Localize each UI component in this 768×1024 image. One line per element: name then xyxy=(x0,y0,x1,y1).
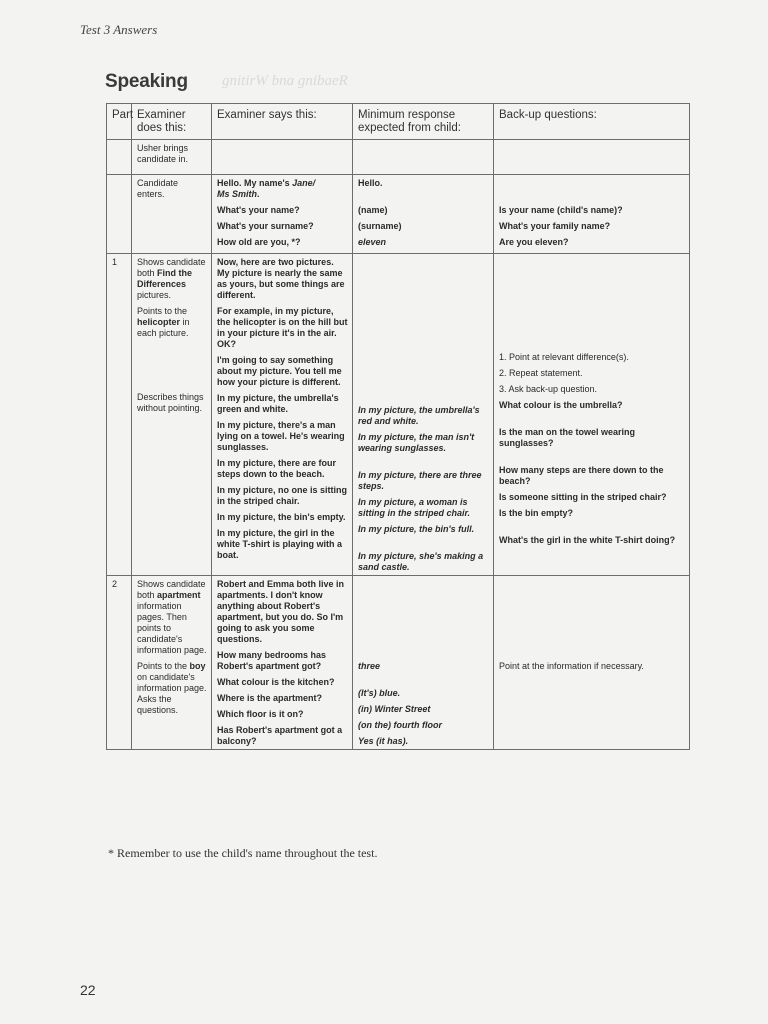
min-line: eleven xyxy=(358,237,387,247)
min-line: Hello. xyxy=(358,178,383,188)
says-line: Robert and Emma both live in apartments. I don't know anything about Robert's apartment, but you do. So I'm going to ask you some questions. xyxy=(217,579,345,644)
backup-step: 2. Repeat statement. xyxy=(499,368,583,378)
footnote: * Remember to use the child's name throughout the test. xyxy=(108,846,378,860)
says-line: What's your surname? xyxy=(217,221,314,231)
min-line: (surname) xyxy=(358,221,402,231)
header-backup-questions: Back-up questions: xyxy=(494,104,690,140)
examiner-says-cell xyxy=(212,175,353,254)
min-line: (in) Winter Street xyxy=(358,704,431,714)
says-line: Ms Smith. xyxy=(217,189,260,199)
says-line: Now, here are two pictures. My picture is nearly the same as yours, but some things are different. xyxy=(217,257,345,300)
part-number: 1 xyxy=(107,254,132,576)
minimum-response-cell xyxy=(353,175,494,254)
says-line: What's your name? xyxy=(217,205,300,215)
table-row xyxy=(107,254,690,576)
examiner-says-cell xyxy=(212,576,353,750)
part-cell xyxy=(107,175,132,254)
min-line: In my picture, she's making a sand castle. xyxy=(358,551,484,572)
says-line: In my picture, no one is sitting in the striped chair. xyxy=(217,485,348,506)
does-text: Shows candidate both Find the Differences pictures. xyxy=(137,257,206,300)
examiner-does-cell: Usher brings candidate in. xyxy=(132,140,212,175)
section-title: Speaking xyxy=(105,71,188,92)
says-line: For example, in my picture, the helicopter is on the hill but in your picture it's in the air. OK? xyxy=(217,306,348,349)
says-line: How old are you, *? xyxy=(217,237,301,247)
says-line: Has Robert's apartment got a balcony? xyxy=(217,725,343,746)
min-line: In my picture, there are three steps. xyxy=(358,470,482,491)
running-head: Test 3 Answers xyxy=(80,22,158,37)
says-line: Which floor is it on? xyxy=(217,709,304,719)
minimum-response-cell xyxy=(353,576,494,750)
header-minimum-response: Minimum response expected from child: xyxy=(353,104,494,140)
backup-step: 3. Ask back-up question. xyxy=(499,384,598,394)
minimum-response-cell xyxy=(353,254,494,576)
backup-line: Is the bin empty? xyxy=(499,508,574,518)
backup-line: Is your name (child's name)? xyxy=(499,205,623,215)
table-row xyxy=(107,576,690,750)
backup-line: Point at the information if necessary. xyxy=(499,661,644,671)
does-text: Describes things without pointing. xyxy=(137,392,204,413)
backup-step: 1. Point at relevant difference(s). xyxy=(499,352,629,362)
backup-line: What's the girl in the white T-shirt doing? xyxy=(499,535,676,545)
min-line: (It's) blue. xyxy=(358,688,401,698)
does-text: Points to the boy on candidate's information page. Asks the questions. xyxy=(137,661,207,715)
says-line: In my picture, the girl in the white T-shirt is playing with a boat. xyxy=(217,528,343,560)
backup-line: What's your family name? xyxy=(499,221,611,231)
min-line: In my picture, the umbrella's red and white. xyxy=(358,405,480,426)
min-line: (on the) fourth floor xyxy=(358,720,442,730)
table-row xyxy=(107,140,690,175)
examiner-does-cell xyxy=(132,254,212,576)
min-line: Yes (it has). xyxy=(358,736,409,746)
examiner-does-cell xyxy=(132,576,212,750)
backup-line: How many steps are there down to the beach? xyxy=(499,465,664,486)
says-line: Hello. My name's Jane/ xyxy=(217,178,316,188)
backup-cell xyxy=(494,254,690,576)
backup-line: Is the man on the towel wearing sunglasses? xyxy=(499,427,636,448)
examiner-does-cell: Candidate enters. xyxy=(132,175,212,254)
part-cell xyxy=(107,140,132,175)
speaking-table xyxy=(106,103,690,750)
table-row xyxy=(107,175,690,254)
says-line: Where is the apartment? xyxy=(217,693,323,703)
min-line: three xyxy=(358,661,381,671)
examiner-says-cell xyxy=(212,140,353,175)
min-line: In my picture, the man isn't wearing sunglasses. xyxy=(358,432,475,453)
says-line: In my picture, there are four steps down to the beach. xyxy=(217,458,337,479)
says-line: What colour is the kitchen? xyxy=(217,677,335,687)
says-line: In my picture, there's a man lying on a towel. He's wearing sunglasses. xyxy=(217,420,345,452)
min-line: In my picture, a woman is sitting in the striped chair. xyxy=(358,497,471,518)
table-header-row xyxy=(107,104,690,140)
says-line: In my picture, the umbrella's green and white. xyxy=(217,393,339,414)
part-number: 2 xyxy=(107,576,132,750)
page-number: 22 xyxy=(80,982,96,998)
backup-cell xyxy=(494,576,690,750)
min-line: (name) xyxy=(358,205,388,215)
header-examiner-says: Examiner says this: xyxy=(212,104,353,140)
header-part: Part xyxy=(107,104,132,140)
header-examiner-does: Examiner does this: xyxy=(132,104,212,140)
show-through-text: gnitirW bna gnibaeR xyxy=(222,73,348,89)
backup-cell xyxy=(494,175,690,254)
minimum-response-cell xyxy=(353,140,494,175)
says-line: I'm going to say something about my picture. You tell me how your picture is different. xyxy=(217,355,342,387)
backup-line: Is someone sitting in the striped chair? xyxy=(499,492,667,502)
min-line: In my picture, the bin's full. xyxy=(358,524,475,534)
examiner-says-cell xyxy=(212,254,353,576)
backup-cell xyxy=(494,140,690,175)
backup-line: Are you eleven? xyxy=(499,237,569,247)
says-line: How many bedrooms has Robert's apartment got? xyxy=(217,650,327,671)
does-text: Shows candidate both apartment information pages. Then points to candidate's information page. xyxy=(137,579,207,655)
does-text: Points to the helicopter in each picture. xyxy=(137,306,190,338)
says-line: In my picture, the bin's empty. xyxy=(217,512,346,522)
backup-line: What colour is the umbrella? xyxy=(499,400,623,410)
